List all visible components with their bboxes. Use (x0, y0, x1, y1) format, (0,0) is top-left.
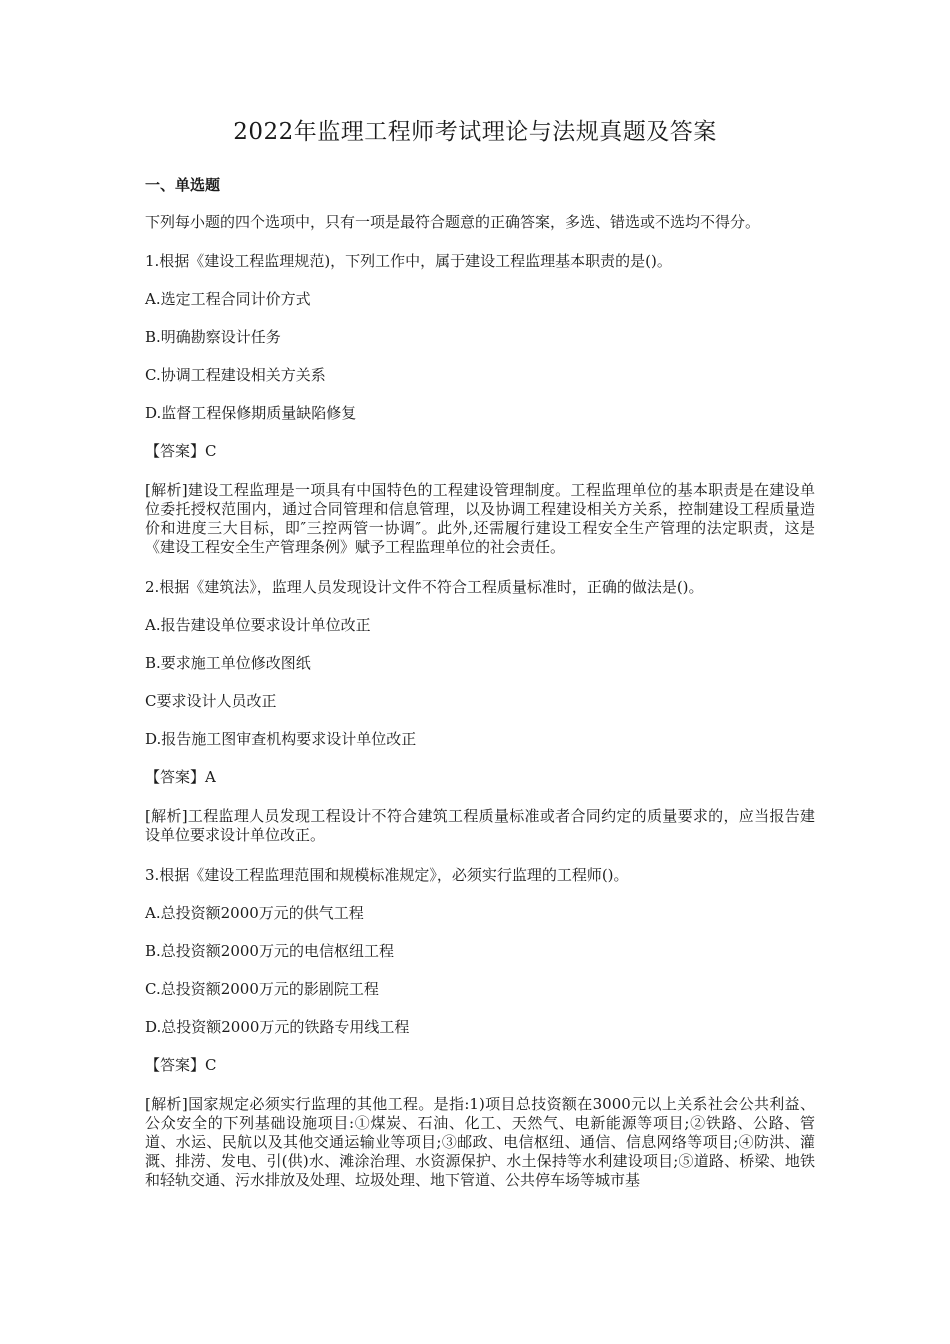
question-3-option-a: A.总投资额2000万元的供气工程 (145, 904, 364, 922)
question-1-option-d: D.监督工程保修期质量缺陷修复 (145, 404, 357, 422)
question-3-answer: 【答案】C (145, 1056, 217, 1074)
question-1-option-c: C.协调工程建设相关方关系 (145, 366, 326, 384)
question-2-option-b: B.要求施工单位修改图纸 (145, 654, 311, 672)
question-2-answer: 【答案】A (145, 768, 216, 786)
question-2-option-a: A.报告建设单位要求设计单位改正 (145, 616, 371, 634)
section-heading: 一、单选题 (145, 176, 221, 194)
question-2-option-d: D.报告施工图审查机构要求设计单位改正 (145, 730, 417, 748)
question-3-option-b: B.总投资额2000万元的电信枢纽工程 (145, 942, 394, 960)
question-3-stem: 3.根据《建设工程监理范围和规模标准规定》，必须实行监理的工程师()。 (145, 866, 629, 884)
instruction-text: 下列每小题的四个选项中，只有一项是最符合题意的正确答案，多选、错选或不选均不得分。 (145, 213, 761, 231)
question-1-stem: 1.根据《建设工程监理规范)，下列工作中，属于建设工程监理基本职责的是()。 (145, 252, 672, 270)
question-1-analysis: [解析]建设工程监理是一项具有中国特色的工程建设管理制度。工程监理单位的基本职责是在建设单位委托授权范围内，通过合同管理和信息管理，以及协调工程建设相关方关系，控制建设工程质量造价和进度三大目标，即″三控两管一协调″。此外,还需履行建设工程安全生产管理的法定职责，这是《建设工程安全生产管理条例》赋予工程监理单位的社会责任。 (145, 481, 815, 556)
question-2-stem: 2.根据《建筑法》，监理人员发现设计文件不符合工程质量标准时，正确的做法是()。 (145, 578, 704, 596)
question-3-analysis: [解析]国家规定必须实行监理的其他工程。是指:1)项目总技资额在3000元以上关系社会公共利益、公众安全的下列基础设施项目:①煤炭、石油、化工、天然气、电新能源等项目;②铁路、公路、管道、水运、民航以及其他交通运输业等项目;③邮政、电信枢纽、通信、信息网络等项目;④防洪、灌溉、排涝、发电、引(供)水、滩涂治理、水资源保护、水土保持等水利建设项目;⑤道路、桥梁、地铁和轻轨交通、污水排放及处理、垃圾处理、地下管道、公共停车场等城市基 (145, 1095, 815, 1189)
question-2-option-c: C要求设计人员改正 (145, 692, 277, 710)
question-2-analysis: [解析]工程监理人员发现工程设计不符合建筑工程质量标准或者合同约定的质量要求的，应当报告建设单位要求设计单位改正。 (145, 807, 815, 844)
document-title: 2022年监理工程师考试理论与法规真题及答案 (233, 119, 717, 145)
question-1-answer: 【答案】C (145, 442, 217, 460)
question-3-option-c: C.总投资额2000万元的影剧院工程 (145, 980, 379, 998)
question-1-option-a: A.选定工程合同计价方式 (145, 290, 311, 308)
question-1-option-b: B.明确勘察设计任务 (145, 328, 281, 346)
question-3-option-d: D.总投资额2000万元的铁路专用线工程 (145, 1018, 410, 1036)
